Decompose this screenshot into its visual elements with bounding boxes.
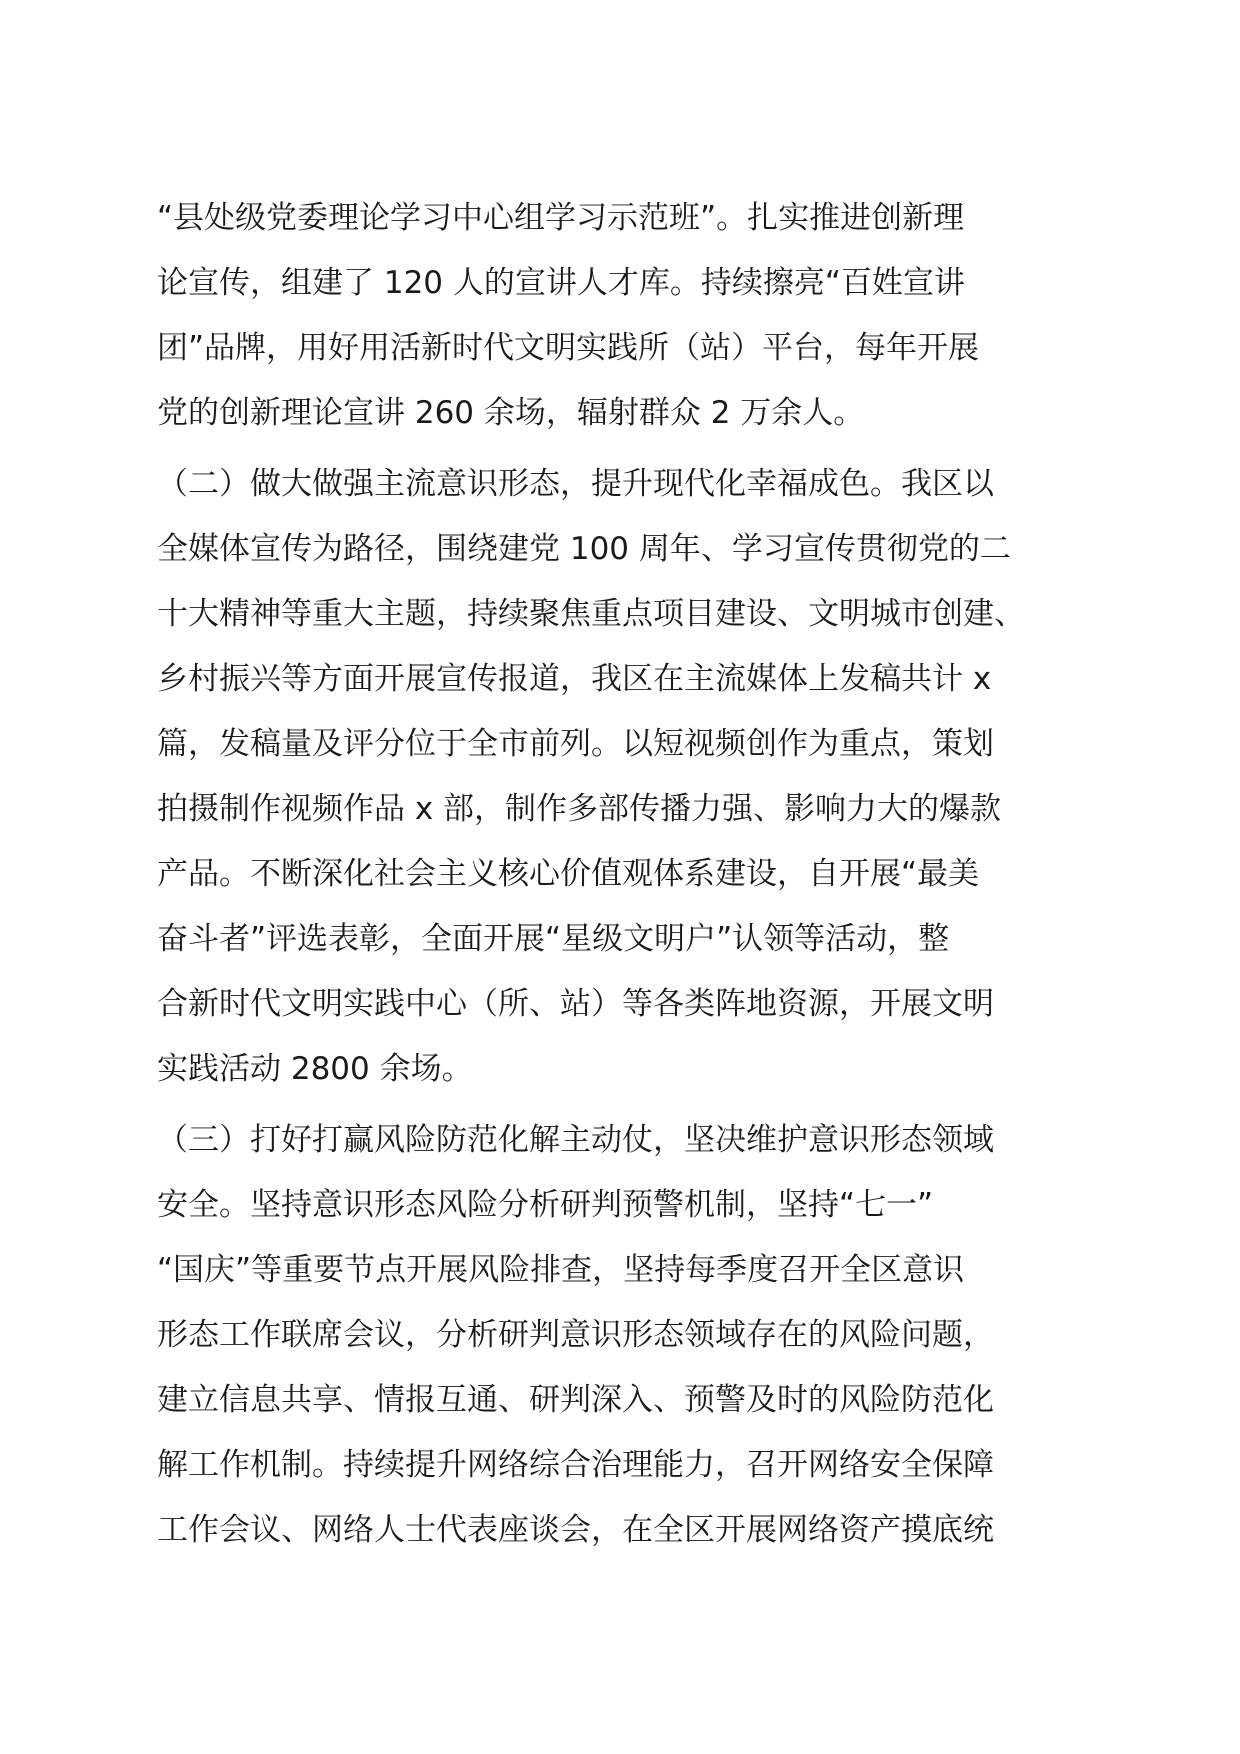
- text-line: 拍摄制作视频作品 x 部，制作多部传播力强、影响力大的爆款: [157, 791, 1002, 827]
- paragraph-3: [157, 1108, 1067, 1563]
- text-line: 形态工作联席会议，分析研判意识形态领域存在的风险问题，: [157, 1317, 994, 1353]
- paragraph-2: [157, 452, 1067, 1102]
- text-line: 工作会议、网络人士代表座谈会，在全区开展网络资产摸底统: [157, 1512, 994, 1548]
- text-line: （三）打好打赢风险防范化解主动仗，坚决维护意识形态领域: [157, 1122, 994, 1158]
- text-line: 十大精神等重大主题，持续聚焦重点项目建设、文明城市创建、: [157, 596, 1025, 632]
- text-line: “县处级党委理论学习中心组学习示范班”。扎实推进创新理: [157, 200, 965, 236]
- text-line: 安全。坚持意识形态风险分析研判预警机制，坚持“七一”: [157, 1187, 934, 1223]
- text-line: 论宣传，组建了 120 人的宣讲人才库。持续擦亮“百姓宣讲: [157, 265, 965, 301]
- text-line: 乡村振兴等方面开展宣传报道，我区在主流媒体上发稿共计 x: [157, 661, 992, 697]
- text-line: 建立信息共享、情报互通、研判深入、预警及时的风险防范化: [157, 1382, 994, 1418]
- document-body: [157, 186, 1067, 1563]
- text-line: 团”品牌，用好用活新时代文明实践所（站）平台，每年开展: [157, 330, 980, 366]
- text-line: 全媒体宣传为路径，围绕建党 100 周年、学习宣传贯彻党的二: [157, 531, 1011, 567]
- paragraph-1: [157, 186, 1067, 446]
- text-line: 解工作机制。持续提升网络综合治理能力，召开网络安全保障: [157, 1447, 994, 1483]
- text-line: （二）做大做强主流意识形态，提升现代化幸福成色。我区以: [157, 466, 994, 502]
- text-line: 合新时代文明实践中心（所、站）等各类阵地资源，开展文明: [157, 986, 994, 1022]
- text-line: 产品。不断深化社会主义核心价值观体系建设，自开展“最美: [157, 856, 980, 892]
- text-line: 奋斗者”评选表彰，全面开展“星级文明户”认领等活动，整: [157, 921, 950, 957]
- text-line: 党的创新理论宣讲 260 余场，辐射群众 2 万余人。: [157, 395, 865, 431]
- text-line: “国庆”等重要节点开展风险排查，坚持每季度召开全区意识: [157, 1252, 965, 1288]
- text-line: 实践活动 2800 余场。: [157, 1051, 473, 1087]
- text-line: 篇，发稿量及评分位于全市前列。以短视频创作为重点，策划: [157, 726, 994, 762]
